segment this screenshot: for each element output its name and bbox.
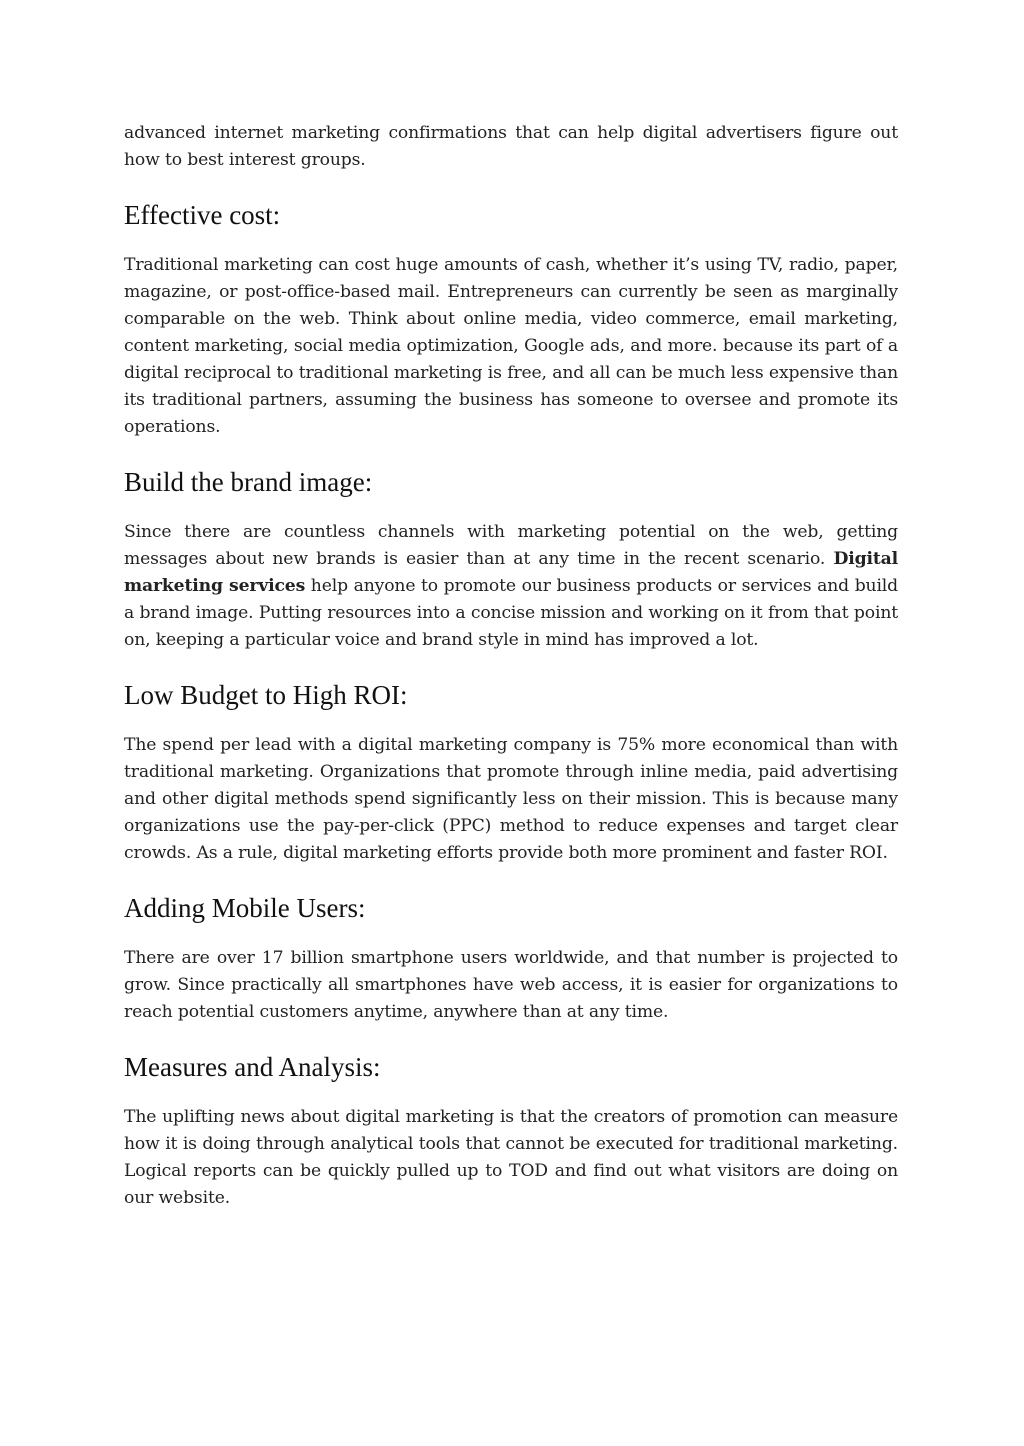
section-heading-low-budget: Low Budget to High ROI: xyxy=(124,680,408,710)
section-heading-effective-cost: Effective cost: xyxy=(124,200,281,230)
section-body-effective-cost: Traditional marketing can cost huge amounts of cash, whether it’s using TV, radio, paper, magazine, or post-office-based mail. Entrepreneurs can currently be seen as marginally comparable on the web. Think about online media, video commerce, email marketing, content marketing, social media optimization, Google ads, and more. because its part of a digital reciprocal to traditional marketing is free, and all can be much less expensive than its traditional partners, assuming the business has someone to oversee and promote its operations. xyxy=(124,255,898,437)
section-body-low-budget: The spend per lead with a digital marketing company is 75% more economical than with traditional marketing. Organizations that promote through inline media, paid advertising and other digital methods spend significantly less on their mission. This is because many organizations use the pay-per-click (PPC) method to reduce expenses and target clear crowds. As a rule, digital marketing efforts provide both more prominent and faster ROI. xyxy=(124,735,898,863)
section-body-brand-image xyxy=(124,519,898,654)
intro-paragraph: advanced internet marketing confirmations that can help digital advertisers figure out how to best interest groups. xyxy=(124,123,898,170)
brand-image-text-after: help anyone to promote our business products or services and build a brand image. Putting resources into a concise mission and working on it from that point on, keeping a particular voice and brand style in mind has improved a lot. xyxy=(124,576,899,650)
section-heading-measures-analysis: Measures and Analysis: xyxy=(124,1052,381,1082)
section-body-measures-analysis: The uplifting news about digital marketing is that the creators of promotion can measure how it is doing through analytical tools that cannot be executed for traditional marketing. Logical reports can be quickly pulled up to TOD and find out what visitors are doing on our website. xyxy=(124,1107,898,1208)
section-heading-mobile-users: Adding Mobile Users: xyxy=(124,893,366,923)
section-body-mobile-users: There are over 17 billion smartphone users worldwide, and that number is projected to grow. Since practically all smartphones have web access, it is easier for organizations to reach potential customers anytime, anywhere than at any time. xyxy=(124,948,898,1022)
document-page xyxy=(124,120,898,1212)
section-heading-brand-image: Build the brand image: xyxy=(124,467,373,497)
brand-image-text-before: Since there are countless channels with marketing potential on the web, getting messages about new brands is easier than at any time in the recent scenario. xyxy=(124,522,898,569)
digital-marketing-services-bold: Digital marketing services xyxy=(124,549,898,596)
